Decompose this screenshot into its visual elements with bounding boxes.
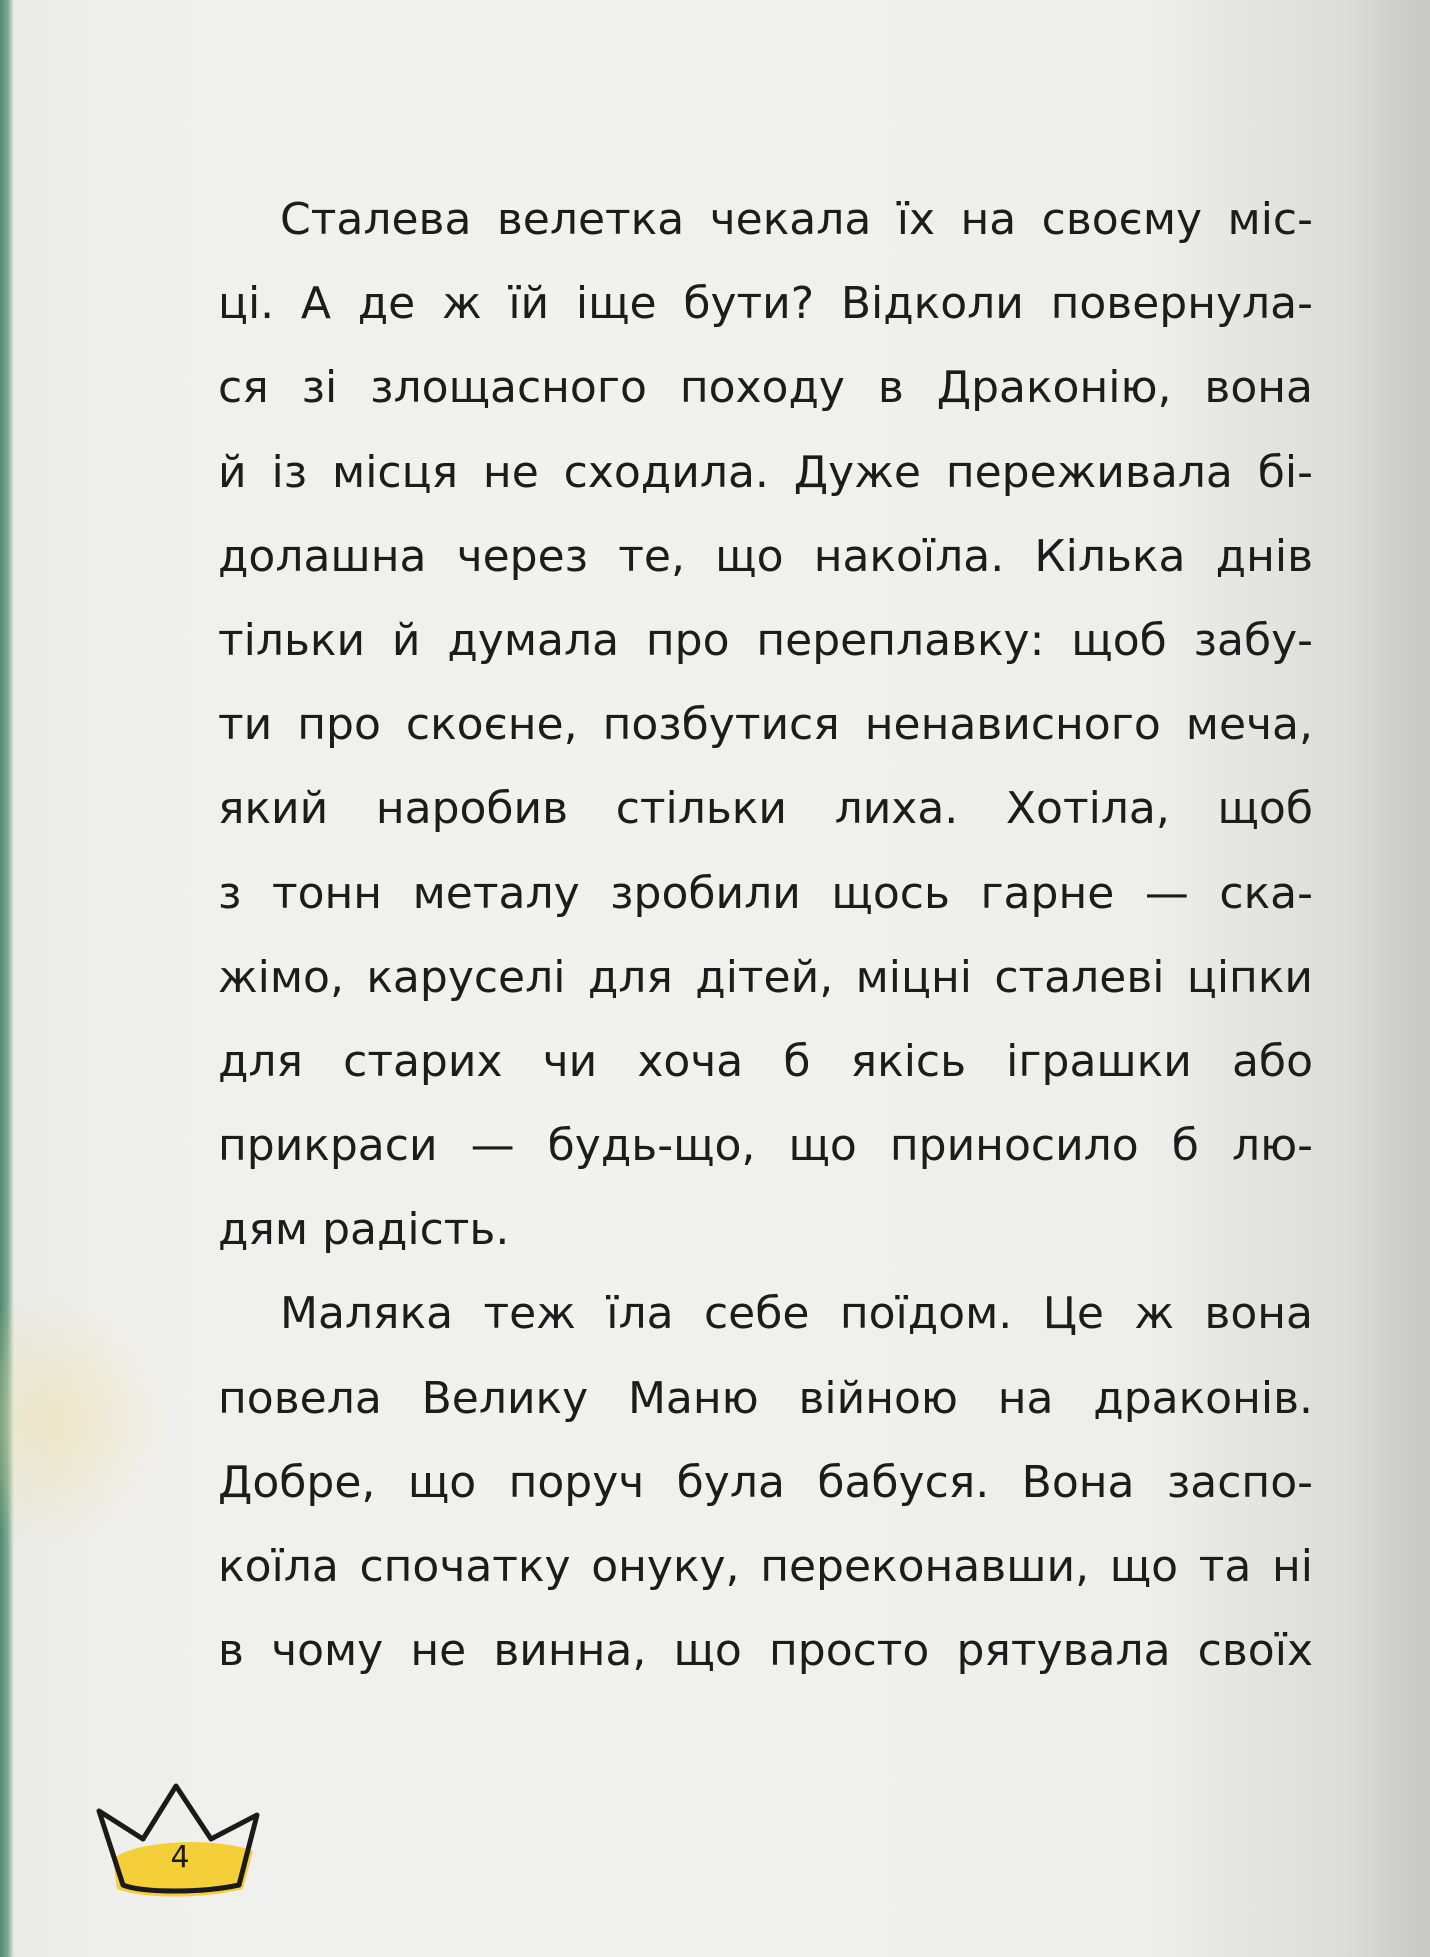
- text-line: Маляка теж їла себе поїдом. Це ж вона: [280, 1288, 1313, 1340]
- text-line: жімо, каруселі для дітей, міцні сталеві ціпки: [218, 951, 1313, 1003]
- text-line: долашна через те, що накоїла. Кілька днів: [218, 530, 1313, 582]
- yellow-glow: [0, 1290, 170, 1550]
- text-line: тільки й думала про переплавку: щоб забу-: [218, 614, 1313, 666]
- text-line: дям радість.: [218, 1204, 510, 1256]
- text-line: повела Велику Маню війною на драконів.: [218, 1372, 1313, 1424]
- text-line: Добре, що поруч була бабуся. Вона заспо-: [218, 1456, 1313, 1508]
- text-line: коїла спочатку онуку, переконавши, що та ні: [218, 1541, 1313, 1592]
- text-line: й із місця не сходила. Дуже переживала бі-: [218, 446, 1313, 498]
- text-line: з тонн металу зробили щось гарне — ска-: [218, 867, 1313, 919]
- text-line: Сталева велетка чекала їх на своєму міс-: [280, 194, 1313, 245]
- text-line: в чому не винна, що просто рятувала своїх: [218, 1625, 1313, 1677]
- text-line: ся зі злощасного походу в Драконію, вона: [218, 362, 1313, 414]
- text-line: ти про скоєне, позбутися ненависного меча,: [218, 699, 1313, 751]
- body-text: [218, 178, 1313, 1693]
- text-line: який наробив стільки лиха. Хотіла, щоб: [218, 783, 1313, 835]
- cover-edge: [0, 0, 14, 1957]
- text-line: для старих чи хоча б якісь іграшки або: [218, 1035, 1313, 1087]
- text-line: прикраси — будь-що, що приносило б лю-: [218, 1120, 1313, 1172]
- page-number: 4: [170, 1840, 190, 1875]
- text-line: ці. А де ж їй іще бути? Відколи повернула-: [218, 278, 1313, 330]
